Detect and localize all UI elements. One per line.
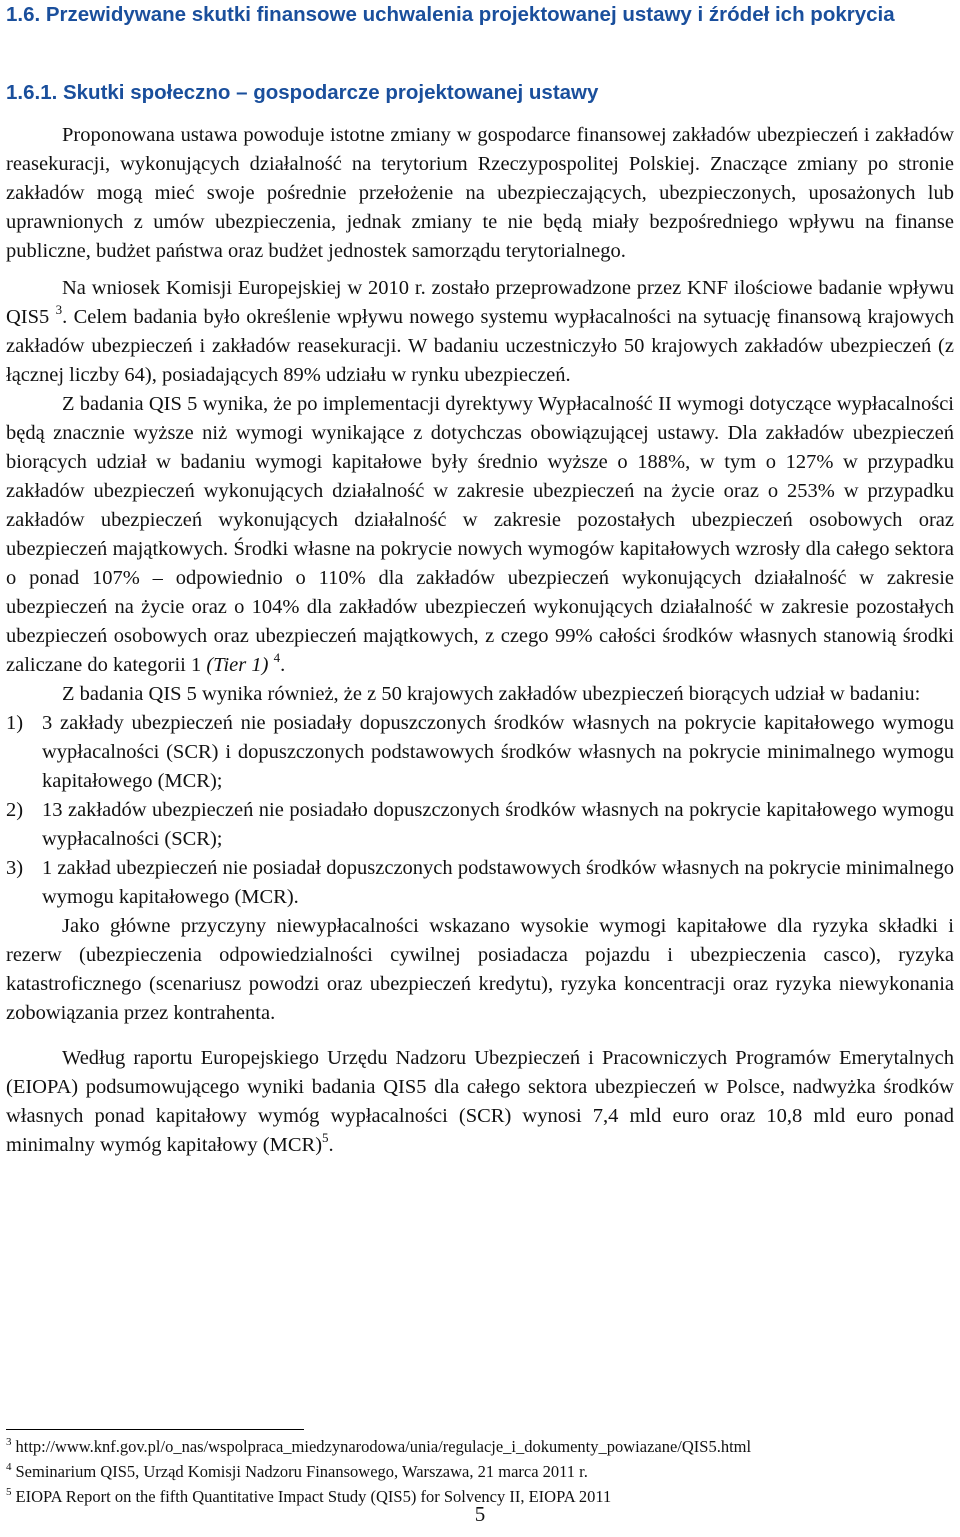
- document-page: [6, 0, 954, 1537]
- footnote-separator: [6, 1429, 304, 1430]
- paragraph-2-text-b: . Celem badania było określenie wpływu nowego systemu wypłacalności na sytuację finansową krajowych zakładów ubezpieczeń i zakładów reasekuracji. W badaniu uczestniczyło 50 krajowych zakładów ubezpieczeń (z łącznej liczby 64), posiadających 89% udziału w rynku ubezpieczeń.: [6, 306, 954, 386]
- footnote-3: [6, 1434, 960, 1459]
- footnote-ref-4: 4: [273, 650, 281, 665]
- footnote-mark: 3: [6, 1436, 12, 1448]
- paragraph-3: [6, 390, 954, 680]
- paragraph-6-text-b: .: [328, 1134, 334, 1156]
- footnote-mark: 5: [6, 1486, 12, 1498]
- paragraph-6-text-a: Według raportu Europejskiego Urzędu Nadzoru Ubezpieczeń i Pracowniczych Programów Emerytalnych (EIOPA) podsumowującego wyniki badania QIS5 dla całego sektora ubezpieczeń w Polsce, nadwyżka środków własnych ponad kapitałowy wymóg wypłacalności (SCR) wynosi 7,4 mld euro oraz 10,8 mld euro ponad minimalny wymóg kapitałowy (MCR): [6, 1047, 954, 1156]
- footnote-4: [6, 1459, 960, 1484]
- footnote-text: EIOPA Report on the fifth Quantitative Impact Study (QIS5) for Solvency II, EIOPA 2011: [15, 1487, 612, 1506]
- body-text: [6, 121, 954, 1160]
- footnotes: [6, 1434, 960, 1509]
- list-item: [6, 796, 954, 854]
- paragraph-3-italic: (Tier 1): [206, 654, 269, 676]
- list-item-number: 3): [6, 857, 24, 879]
- footnote-text: Seminarium QIS5, Urząd Komisji Nadzoru Finansowego, Warszawa, 21 marca 2011 r.: [15, 1462, 588, 1481]
- page-number: 5: [474, 1502, 486, 1526]
- list-item-text: 13 zakładów ubezpieczeń nie posiadało dopuszczonych środków własnych na pokrycie kapitałowego wymogu wypłacalności (SCR);: [42, 799, 954, 850]
- qis5-results-list: [6, 709, 954, 912]
- subsection-heading: 1.6.1. Skutki społeczno – gospodarcze projektowanej ustawy: [6, 81, 599, 104]
- list-item: [6, 709, 954, 796]
- list-item-text: 1 zakład ubezpieczeń nie posiadał dopuszczonych podstawowych środków własnych na pokrycie minimalnego wymogu kapitałowego (MCR).: [42, 857, 954, 908]
- paragraph-2: [6, 274, 954, 390]
- list-item-number: 1): [6, 712, 24, 734]
- list-item: [6, 854, 954, 912]
- paragraph-3-text-b: .: [280, 654, 286, 676]
- paragraph-3-text-a: Z badania QIS 5 wynika, że po implementacji dyrektywy Wypłacalność II wymogi dotyczące wypłacalności będą znacznie wyższe niż wymogi wynikające z dotychczas obowiązującej ustawy. Dla zakładów ubezpieczeń biorących udział w badaniu wymogi kapitałowe były średnio wyższe o 188%, w tym o 127% w przypadku zakładów ubezpieczeń wykonujących działalność w zakresie ubezpieczeń na życie oraz o 253% w przypadku zakładów ubezpieczeń wykonujących działalność w zakresie pozostałych ubezpieczeń osobowych oraz ubezpieczeń majątkowych. Środki własne na pokrycie nowych wymogów kapitałowych wzrosły dla całego sektora o ponad 107% – odpowiednio o 110% dla zakładów ubezpieczeń wykonujących działalność w zakresie ubezpieczeń na życie oraz o 104% dla zakładów ubezpieczeń wykonujących działalność w zakresie pozostałych ubezpieczeń osobowych oraz ubezpieczeń majątkowych, z czego 99% całości środków własnych stanowią środki zaliczane do kategorii 1: [6, 393, 954, 676]
- paragraph-2-text-a: Na wniosek Komisji Europejskiej w 2010 r. zostało przeprowadzone przez KNF ilościowe badanie wpływu QIS5: [6, 277, 954, 328]
- footnote-ref-3: 3: [55, 302, 63, 317]
- footnote-link[interactable]: http://www.knf.gov.pl/o_nas/wspolpraca_miedzynarodowa/unia/regulacje_i_dokumenty_powiazane/QIS5.html: [15, 1437, 752, 1456]
- list-item-number: 2): [6, 799, 24, 821]
- footnote-ref-5: 5: [322, 1130, 329, 1145]
- paragraph-6: [6, 1044, 954, 1160]
- section-heading: 1.6. Przewidywane skutki finansowe uchwalenia projektowanej ustawy i źródeł ich pokrycia: [6, 3, 895, 26]
- paragraph-5: Jako główne przyczyny niewypłacalności wskazano wysokie wymogi kapitałowe dla ryzyka składki i rezerw (ubezpieczenia odpowiedzialności cywilnej posiadacza pojazdu i ubezpieczenia casco), ryzyka katastroficznego (scenariusz powodzi oraz ubezpieczeń kredytu), ryzyka koncentracji oraz ryzyka niewykonania zobowiązania przez kontrahenta.: [6, 915, 954, 1024]
- footnote-mark: 4: [6, 1461, 12, 1473]
- paragraph-1: Proponowana ustawa powoduje istotne zmiany w gospodarce finansowej zakładów ubezpieczeń i zakładów reasekuracji, wykonujących działalność na terytorium Rzeczypospolitej Polskiej. Znaczące zmiany po stronie zakładów mogą mieć swoje pośrednie przełożenie na ubezpieczających, ubezpieczonych, uposażonych lub uprawnionych z umów ubezpieczenia, jednak zmiany te nie będą miały bezpośredniego wpływu na finanse publiczne, budżet państwa oraz budżet jednostek samorządu terytorialnego.: [6, 124, 954, 262]
- list-item-text: 3 zakłady ubezpieczeń nie posiadały dopuszczonych środków własnych na pokrycie kapitałowego wymogu wypłacalności (SCR) i dopuszczonych podstawowych środków własnych na pokrycie minimalnego wymogu kapitałowego (MCR);: [42, 712, 954, 792]
- paragraph-4: Z badania QIS 5 wynika również, że z 50 krajowych zakładów ubezpieczeń biorących udział w badaniu:: [62, 683, 921, 705]
